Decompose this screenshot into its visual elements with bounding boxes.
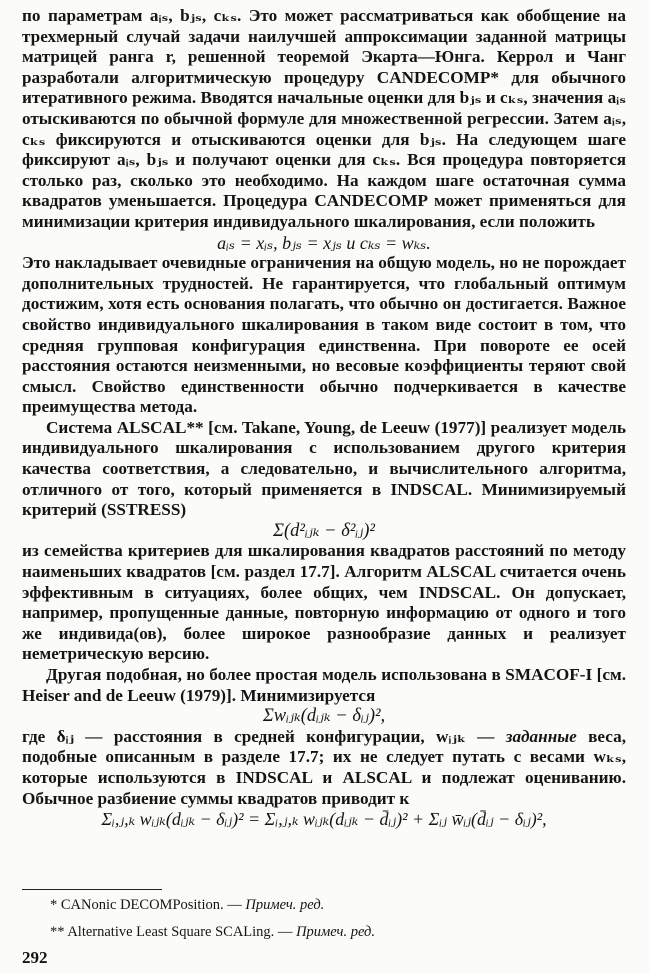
formula-substitution: aᵢₛ = xᵢₛ, bⱼₛ = xⱼₛ и cₖₛ = wₖₛ.	[217, 232, 431, 253]
footnote-1	[50, 897, 324, 914]
paragraph-5: Другая подобная, но более простая модель использована в SMACOF-I [см. Heiser and de Leeuw (1979)]. Минимизируется	[22, 665, 626, 705]
page-number: 292	[22, 948, 48, 967]
paragraph-6	[22, 727, 626, 809]
paragraph-2: Это накладывает очевидные ограничения на общую модель, но не порождает дополнительных трудностей. Не гарантируется, что глобальный оптимум достижим, хотя есть основания полагать, что обычно он достигается. Важное свойство индивидуального шкалирования в таком виде состоит в том, что средняя групповая конфигурация единственна. При повороте ее осей расстояния остаются неизменными, но весовые коэффициенты теряют свой смысл. Свойство единственности обычно подчеркивается в качестве преимущества метода.	[22, 253, 626, 417]
footnote-1-note: Примеч. ред.	[245, 897, 325, 913]
paragraph-1: по параметрам aᵢₛ, bⱼₛ, cₖₛ. Это может рассматриваться как обобщение на трехмерный случай задачи наилучшей аппроксимации заданной матрицы матрицей ранга r, решенной теоремой Экарта—Юнга. Керрол и Чанг разработали алгоритмическую процедуру CANDECOMP* для обычного итеративного режима. Вводятся начальные оценки для bⱼₛ и cₖₛ, значения aᵢₛ отыскиваются по обычной формуле для множественной регрессии. Затем aᵢₛ, cₖₛ фиксируются и отыскиваются оценки для bⱼₛ. На следующем шаге фиксируют aᵢₛ, bⱼₛ и получают оценки для cₖₛ. Вся процедура повторяется столько раз, сколько это необходимо. На каждом шаге остаточная сумма квадратов уменьшается. Процедура CANDECOMP может применяться для минимизации критерия индивидуального шкалирования, если положить	[22, 6, 626, 231]
body-text	[22, 6, 626, 830]
footnote-2-note: Примеч. ред.	[296, 924, 375, 940]
paragraph-3: Система ALSCAL** [см. Takane, Young, de Leeuw (1977)] реализует модель индивидуального шкалирования с использованием другого критерия качества соответствия, а следовательно, и вычислительного алгоритма, отличного от того, который применяется в INDSCAL. Минимизируемый критерий (SSTRESS)	[22, 417, 626, 520]
paragraph-6-end: веса, подобные описанным в разделе 17.7; их не следует путать с весами wₖₛ, которые используются в INDSCAL и ALSCAL и подлежат оцениванию. Обычное разбиение суммы квадратов приводит к	[22, 726, 626, 808]
formula-weighted-stress: Σwᵢⱼₖ(dᵢⱼₖ − δᵢⱼ)²,	[262, 706, 386, 727]
paragraph-4: из семейства критериев для шкалирования квадратов расстояний по методу наименьших квадратов [см. раздел 17.7]. Алгоритм ALSCAL считается очень эффективным в ситуациях, более общих, чем INDSCAL. Он допускает, например, пропущенные данные, повторную информацию от одного и того же индивида(ов), более широкое разнообразие данных и реализует неметрическую версию.	[22, 541, 626, 664]
footnote-divider	[22, 889, 162, 890]
footnote-2	[50, 924, 375, 941]
formula-decomposition: Σᵢ,ⱼ,ₖ wᵢⱼₖ(dᵢⱼₖ − δᵢⱼ)² = Σᵢ,ⱼ,ₖ wᵢⱼₖ(dᵢⱼₖ − d̄ᵢⱼ)² + Σᵢⱼ w̄ᵢⱼ(d̄ᵢⱼ − δᵢⱼ)²,	[101, 809, 547, 830]
paragraph-6-emphasis: заданные	[505, 726, 577, 746]
formula-sstress: Σ(d²ᵢⱼₖ − δ²ᵢⱼ)²	[273, 520, 375, 541]
footnote-2-text: ** Alternative Least Square SCALing. —	[50, 924, 297, 940]
paragraph-6-start: где δᵢⱼ — расстояния в средней конфигурации, wᵢⱼₖ —	[22, 726, 506, 746]
footnote-1-text: * CANonic DECOMPosition. —	[50, 897, 246, 913]
